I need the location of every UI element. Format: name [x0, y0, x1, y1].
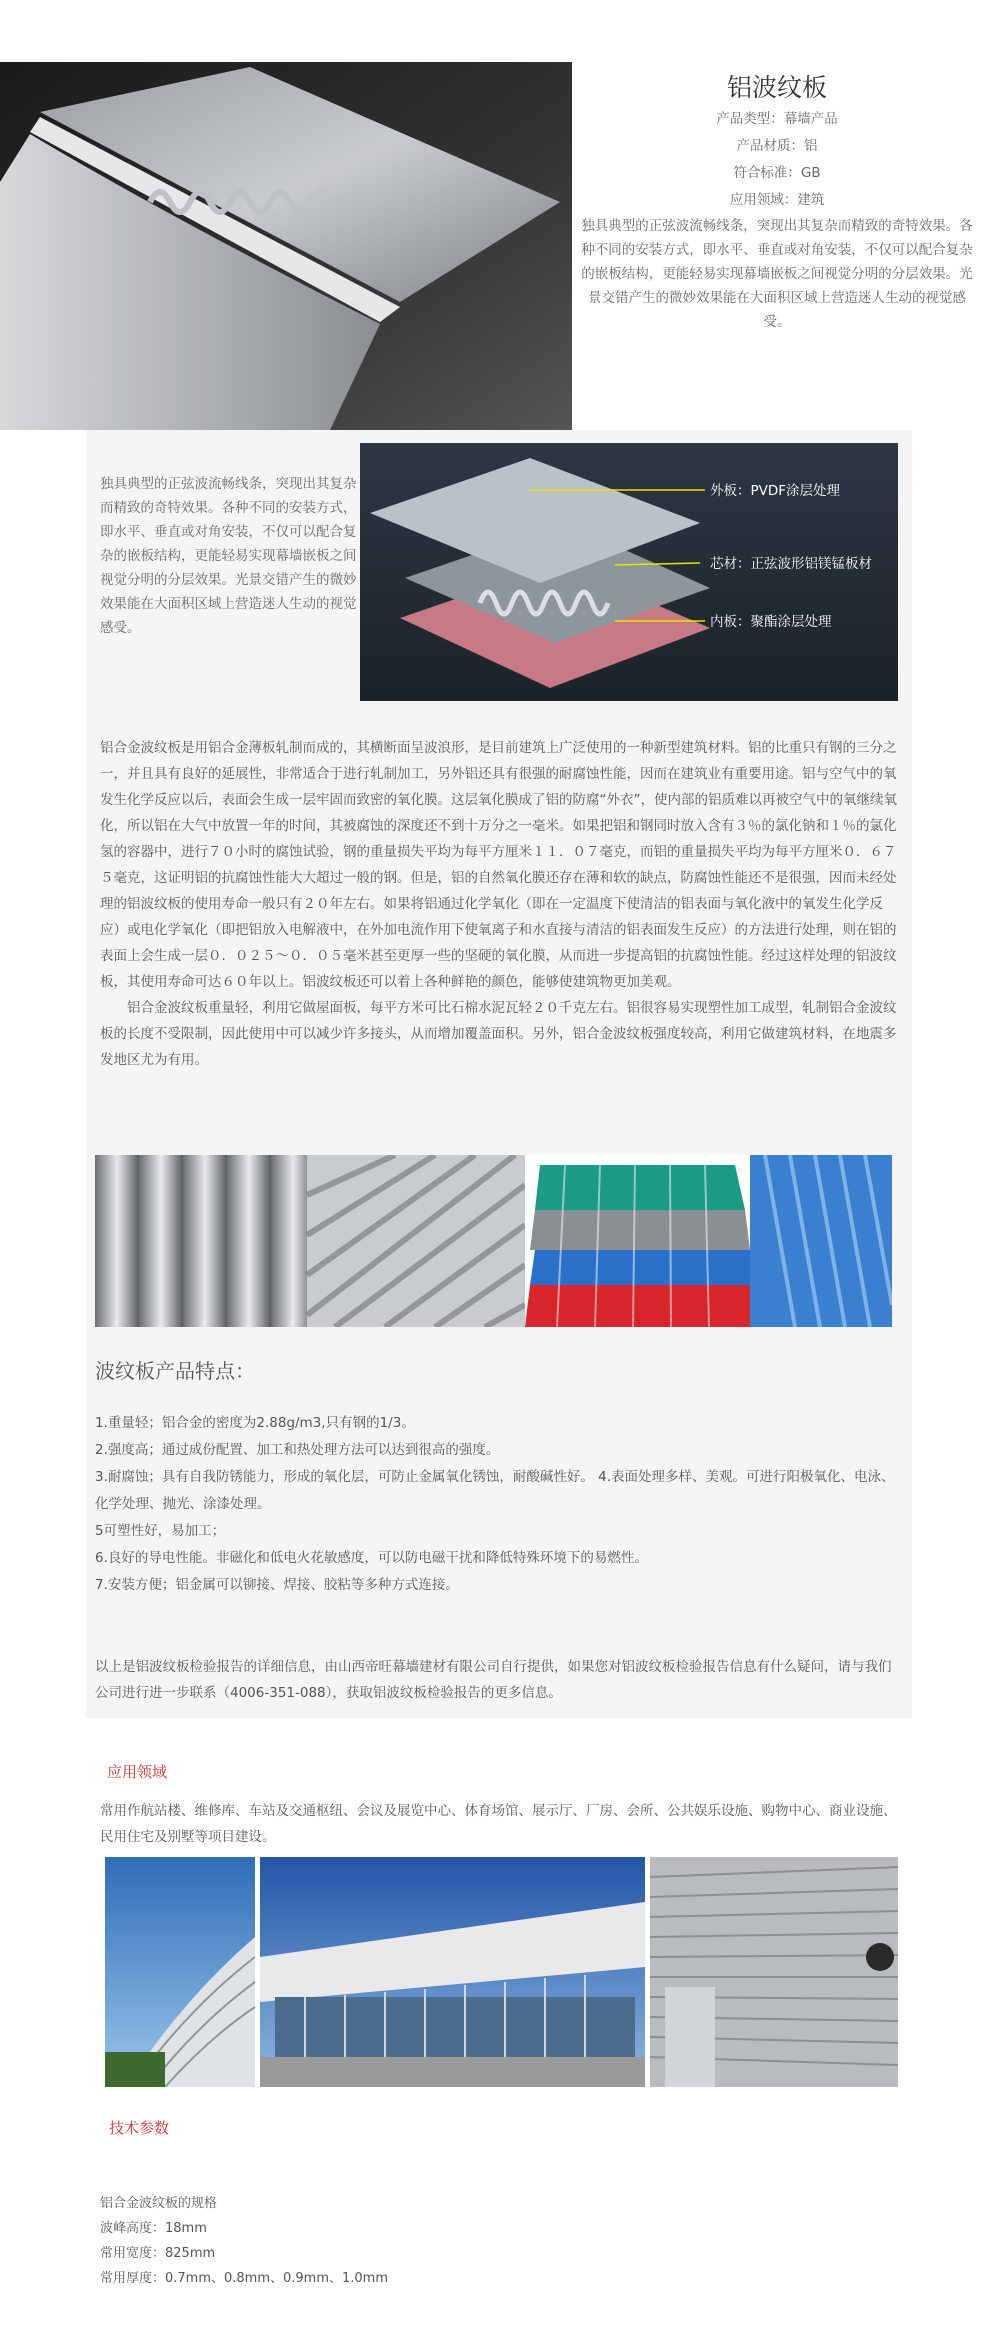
features-heading: 波纹板产品特点： — [95, 1359, 255, 1383]
feature-description-text: 独具典型的正弦波流畅线条，突现出其复杂而精致的奇特效果。各种不同的安装方式，即水平、垂直或对角安装，不仅可以配合复杂的嵌板结构，更能轻易实现幕墙嵌板之间视觉分明的分层效果。光景交错产生的微妙效果能在大面积区域上营造迷人生动的视觉感受。 — [100, 476, 357, 636]
diagram-label-inner: 内板：聚酯涂层处理 — [710, 614, 832, 630]
top-background — [0, 0, 1000, 62]
panel-structure-diagram — [360, 443, 898, 701]
building-photo-3 — [650, 1857, 898, 2087]
spec-material: 产品材质：铝 — [736, 138, 818, 154]
intro-paragraph-2: 铝合金波纹板重量轻，利用它做屋面板，每平方米可比石棉水泥瓦轻２０千克左右。铝很容易实现塑性加工成型，轧制铝合金波纹板的长度不受限制，因此使用中可以减少许多接头，从而增加覆盖面积。另外，铝合金波纹板强度较高，利用它做建筑材料，在地震多发地区尤为有用。 — [100, 1000, 897, 1068]
product-photo-strip — [95, 1155, 892, 1327]
feature-item: 6.良好的导电性能。非磁化和低电火花敏感度，可以防电磁干扰和降低特殊环境下的易燃性。 — [95, 1550, 648, 1566]
blue-sheet-photo — [750, 1155, 892, 1327]
product-title: 铝波纹板 — [726, 73, 827, 102]
contact-summary: 以上是铝波纹板检验报告的详细信息，由山西帝旺幕墙建材有限公司自行提供，如果您对铝波纹板检验报告信息有什么疑问，请与我们公司进行进一步联系（4006-351-088），获取铝波纹板检验报告的更多信息。 — [95, 1659, 892, 1701]
diagonal-sheet-photo — [307, 1155, 525, 1327]
product-description: 独具典型的正弦波流畅线条，突现出其复杂而精致的奇特效果。各种不同的安装方式，即水平、垂直或对角安装，不仅可以配合复杂的嵌板结构，更能轻易实现幕墙嵌板之间视觉分明的分层效果。光景交错产生的微妙效果能在大面积区域上营造迷人生动的视觉感受。 — [581, 218, 973, 330]
feature-item: 3.耐腐蚀；具有自我防锈能力，形成的氧化层，可防止金属氧化锈蚀，耐酸碱性好。 4.表面处理多样、美观。可进行阳极氧化、电泳、化学处理、抛光、涂漆处理。 — [95, 1469, 895, 1512]
feature-item: 5可塑性好，易加工； — [95, 1523, 226, 1539]
hero-product-image — [0, 62, 572, 430]
building-photo-2 — [260, 1857, 645, 2087]
application-tab[interactable]: 应用领域 — [85, 1753, 189, 1791]
feature-item: 1.重量轻；铝合金的密度为2.88g/m3,只有钢的1/3。 — [95, 1415, 415, 1431]
tech-item: 波峰高度：18mm — [100, 2221, 207, 2236]
diagram-label-outer: 外板：PVDF涂层处理 — [710, 483, 841, 499]
tech-params-tab[interactable]: 技术参数 — [85, 2109, 193, 2147]
colored-tile-photo — [525, 1155, 750, 1327]
application-text: 常用作航站楼、维修库、车站及交通枢纽、会议及展览中心、体育场馆、展示厅、厂房、会所、公共娱乐设施、购物中心、商业设施、民用住宅及别墅等项目建设。 — [100, 1803, 897, 1845]
material-introduction — [100, 735, 900, 1073]
product-info-panel — [572, 62, 982, 430]
spec-application: 应用领域：建筑 — [729, 192, 825, 208]
tech-item: 常用厚度：0.7mm、0.8mm、0.9mm、1.0mm — [100, 2271, 389, 2286]
intro-paragraph-1: 铝合金波纹板是用铝合金薄板轧制而成的，其横断面呈波浪形，是目前建筑上广泛使用的一种新型建筑材料。铝的比重只有钢的三分之一，并且具有良好的延展性，非常适合于进行轧制加工，另外铝还具有很强的耐腐蚀性能，因而在建筑业有重要用途。铝与空气中的氧发生化学反应以后，表面会生成一层牢固而致密的氧化膜。这层氧化膜成了铝的防腐“外衣”，使内部的铝质难以再被空气中的氧继续氧化，所以铝在大气中放置一年的时间，其被腐蚀的深度还不到十万分之一毫米。如果把铝和钢同时放入含有３％的氯化钠和１％的氯化氢的容器中，进行７０小时的腐蚀试验，钢的重量损失平均为每平方厘米１１．０７毫克，而铝的重量损失平均为每平方厘米０．６７５毫克，这证明铝的抗腐蚀性能大大超过一般的钢。但是，铝的自然氧化膜还存在薄和软的缺点，防腐蚀性能还不是很强，因而未经处理的铝波纹板的使用寿命一般只有２０年左右。如果将铝通过化学氧化（即在一定温度下使清洁的铝表面与氧化液中的氧发生化学反应）或电化学氧化（即把铝放入电解液中，在外加电流作用下使氧离子和水直接与清洁的铝表面发生反应）的方法进行处理，则在铝的表面上会生成一层０．０２５～０．０５毫米甚至更厚一些的坚硬的氧化膜，从而进一步提高铝的抗腐蚀性能。经过这样处理的铝波纹板，其使用寿命可达６０年以上。铝波纹板还可以着上各种鲜艳的颜色，能够使建筑物更加美观。 — [100, 740, 897, 990]
feature-item: 2.强度高；通过成份配置、加工和热处理方法可以达到很高的强度。 — [95, 1442, 500, 1458]
diagram-label-core: 芯材：正弦波形铝镁锰板材 — [710, 556, 872, 572]
silver-sheet-photo — [95, 1155, 307, 1327]
spec-standard: 符合标准：GB — [733, 165, 821, 181]
tech-item: 铝合金波纹板的规格 — [100, 2196, 218, 2211]
features-list — [95, 1410, 895, 1599]
building-photo-strip — [105, 1857, 898, 2087]
building-photo-1 — [105, 1857, 255, 2087]
tech-params-list — [100, 2191, 700, 2291]
spec-product-type: 产品类型：幕墙产品 — [716, 111, 838, 127]
feature-item: 7.安装方便；铝金属可以铆接、焊接、胶粘等多种方式连接。 — [95, 1577, 459, 1593]
tech-item: 常用宽度：825mm — [100, 2246, 216, 2261]
